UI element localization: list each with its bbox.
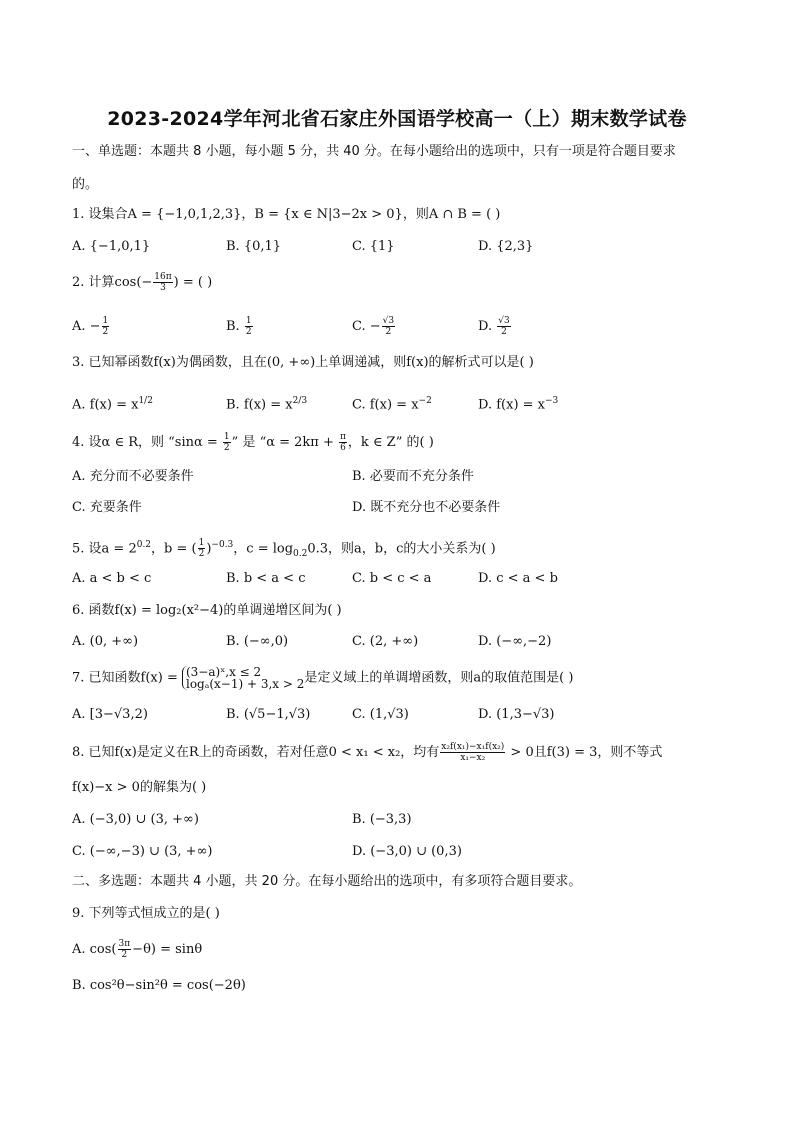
section-heading-continuation: 的。 [72,177,99,192]
q2-d-den: 2 [501,327,507,337]
q8-fraction [440,742,505,763]
question-5-stem [72,536,496,563]
q9-a-fraction [118,939,132,960]
question-5-option-a: A. a < b < c [72,571,152,586]
q4-stem-mid: ” 是 “α = 2kπ + [231,435,338,450]
q3-c-text: C. f(x) = x [352,397,419,413]
question-4-option-c: C. 充要条件 [72,500,142,515]
q8-frac-den: x₁−x₂ [460,753,486,763]
question-1-option-b: B. {0,1} [226,239,282,254]
question-8-option-b: B. (−3,3) [352,812,412,827]
q3-d-text: D. f(x) = x [478,397,545,413]
q2-c-num: √3 [382,316,395,326]
q4-f1-den: 2 [223,443,230,453]
q3-b-exponent: 2/3 [292,396,308,406]
q2-d-num: √3 [498,316,510,326]
question-2-stem [72,272,212,293]
q2-c-den: 2 [385,327,392,337]
q9-a-pre: A. cos( [72,942,117,957]
question-5-option-d: D. c < a < b [478,571,558,586]
q3-a-text: A. f(x) = x [72,397,139,413]
question-8-option-d: D. (−3,0) ∪ (0,3) [352,844,462,859]
question-3-option-b [226,392,307,414]
q5-stem-post: 0.3，则a，b，c的大小关系为( ) [307,541,496,557]
q2-b-fraction [245,316,253,337]
question-6-option-a: A. (0, +∞) [72,634,139,649]
question-4-option-d: D. 既不充分也不必要条件 [352,500,501,515]
q7-piecewise [182,666,304,690]
question-1-option-c: C. {1} [352,239,395,254]
q5-stem-pre: 5. 设a = 2 [72,541,137,557]
q5-exp-2: −0.3 [211,540,234,550]
q9-a-post: −θ) = sinθ [132,942,203,957]
q8-stem-pre: 8. 已知f(x)是定义在R上的奇函数，若对任意0 < x₁ < x₂，均有 [72,745,440,760]
question-4-option-a: A. 充分而不必要条件 [72,469,194,484]
q5-f-den: 2 [198,549,205,560]
q5-stem-b: ，b = ( [151,541,197,557]
question-2-option-b [226,316,254,337]
q7-case-2: logₐ(x−1) + 3,x > 2 [185,677,305,691]
question-3-stem: 3. 已知幂函数f(x)为偶函数，且在(0, +∞)上单调递减，则f(x)的解析式可以是( ) [72,355,534,370]
question-7-option-a: A. [3−√3,2) [72,707,148,722]
q5-stem-c: ，c = log [233,541,294,557]
q2-d-fraction [497,316,510,337]
question-2-option-d [478,316,512,337]
q2-frac-num: 16π [154,272,172,282]
q2-fraction [153,272,172,293]
question-7-stem [72,666,573,690]
section-heading-single-choice: 一、单选题：本题共 8 小题，每小题 5 分，共 40 分。在每小题给出的选项中，只有一项是符合题目要求 [72,144,676,159]
q2-c-label: C. − [352,319,381,334]
question-9-option-a [72,939,202,960]
question-2-option-a [72,316,110,337]
question-3-option-c [352,392,432,414]
question-1-option-d: D. {2,3} [478,239,534,254]
q5-log-base: 0.2 [293,548,308,559]
q4-f2-den: 6 [340,443,346,453]
question-1-option-a: A. {−1,0,1} [72,239,151,254]
q4-fraction-2 [339,432,347,453]
q2-a-fraction [102,316,110,337]
question-1-stem: 1. 设集合A = {−1,0,1,2,3}，B = {x ∈ N|3−2x > 0}，则A ∩ B = ( ) [72,207,501,222]
q7-case-1: (3−a)ˣ,x ≤ 2 [185,665,262,679]
q9-a-num: 3π [118,939,131,949]
q2-stem-pre: 2. 计算cos(− [72,275,153,290]
question-7-option-d: D. (1,3−√3) [478,707,555,722]
q7-stem-pre: 7. 已知函数f(x) = [72,670,182,686]
q5-stem-b2: ) [206,541,212,557]
question-5-option-c: C. b < c < a [352,571,432,586]
q2-a-label: A. − [72,319,101,334]
q2-a-den: 2 [102,327,109,337]
question-4-stem [72,432,434,453]
q2-a-num: 1 [102,316,109,326]
question-9-stem: 9. 下列等式恒成立的是( ) [72,906,220,921]
question-8-stem-line-2: f(x)−x > 0的解集为( ) [72,780,207,795]
question-4-option-b: B. 必要而不充分条件 [352,469,474,484]
question-3-option-a [72,392,153,414]
q4-fraction-1 [223,432,231,453]
q5-f-num: 1 [198,538,205,549]
question-8-stem [72,742,662,763]
question-6-option-c: C. (2, +∞) [352,634,419,649]
q4-f1-num: 1 [223,432,230,442]
q2-b-den: 2 [245,327,252,337]
question-8-option-a: A. (−3,0) ∪ (3, +∞) [72,812,199,827]
q5-fraction [198,538,206,559]
q3-d-exponent: −3 [545,396,559,406]
q4-stem-post: ，k ∈ Z” 的( ) [347,435,434,450]
question-9-option-b: B. cos²θ−sin²θ = cos(−2θ) [72,978,246,993]
q9-a-den: 2 [121,950,128,960]
q2-frac-den: 3 [160,283,166,293]
question-2-option-c [352,316,396,337]
q2-b-label: B. [226,319,244,334]
q2-stem-post: ) = ( ) [173,275,213,290]
question-7-option-b: B. (√5−1,√3) [226,707,311,722]
question-6-option-d: D. (−∞,−2) [478,634,552,649]
q3-b-text: B. f(x) = x [226,397,293,413]
question-6-option-b: B. (−∞,0) [226,634,289,649]
question-5-option-b: B. b < a < c [226,571,306,586]
q3-a-exponent: 1/2 [138,396,153,406]
q5-exp-1: 0.2 [136,540,152,550]
page-title: 2023-2024学年河北省石家庄外国语学校高一（上）期末数学试卷 [107,108,687,130]
question-6-stem: 6. 函数f(x) = log₂(x²−4)的单调递增区间为( ) [72,603,342,618]
question-7-option-c: C. (1,√3) [352,707,409,722]
question-8-option-c: C. (−∞,−3) ∪ (3, +∞) [72,844,213,859]
q3-c-exponent: −2 [418,396,432,406]
q4-stem-pre: 4. 设α ∈ R，则 “sinα = [72,435,222,450]
section-heading-multiple-choice: 二、多选题：本题共 4 小题，共 20 分。在每小题给出的选项中，有多项符合题目要求。 [72,874,582,889]
question-3-option-d [478,392,558,414]
q4-f2-num: π [340,432,346,442]
q7-stem-post: 是定义域上的单调增函数，则a的取值范围是( ) [304,670,574,686]
q2-b-num: 1 [245,316,252,326]
q2-c-fraction [382,316,395,337]
q2-d-label: D. [478,319,497,334]
q8-stem-post: > 0且f(3) = 3，则不等式 [506,745,663,760]
q8-frac-num: x₂f(x₁)−x₁f(x₂) [441,742,505,752]
